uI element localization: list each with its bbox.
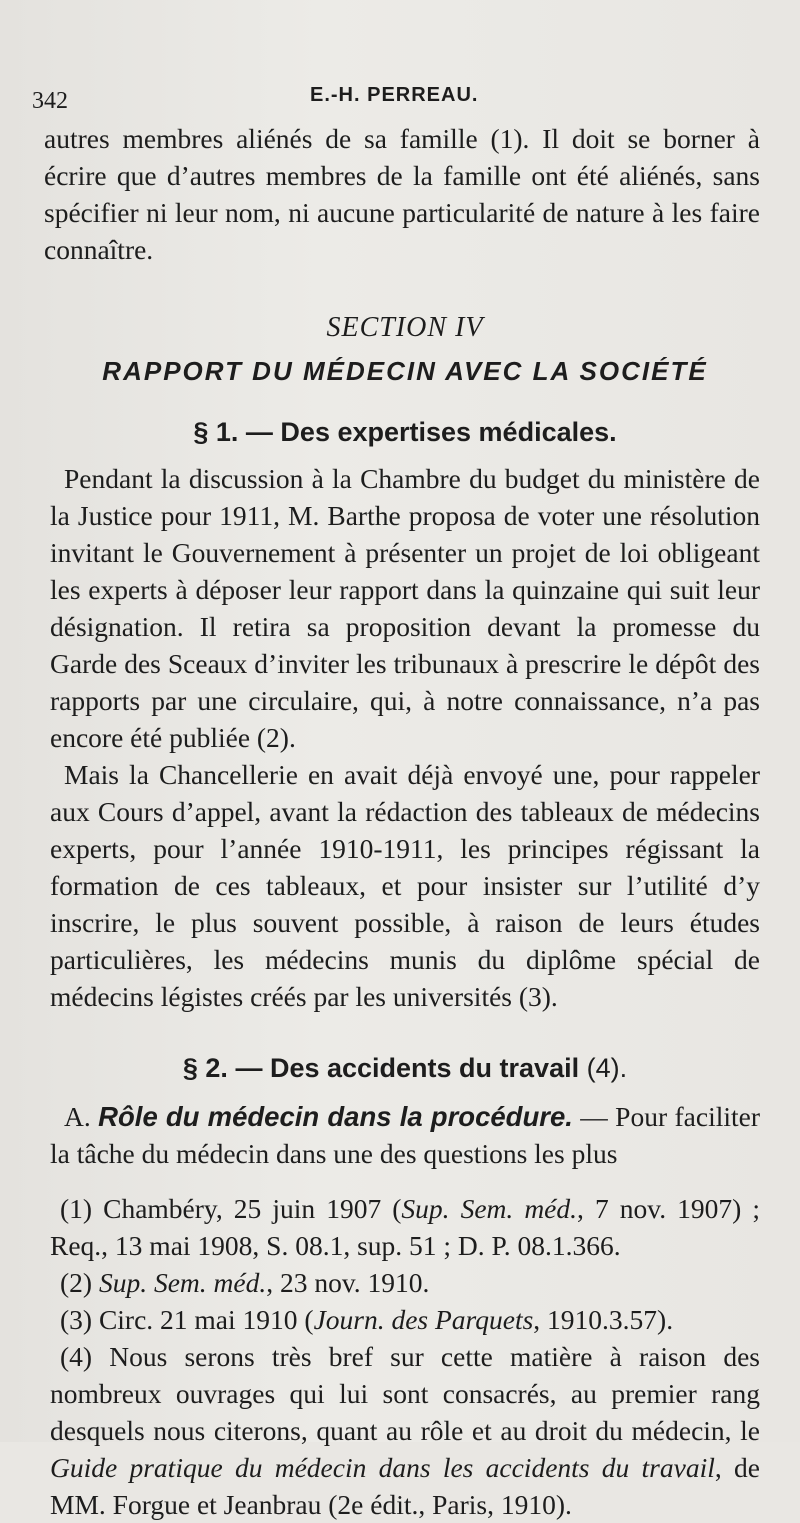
running-head — [32, 80, 760, 120]
footnote-4 — [50, 1338, 760, 1523]
footnote-2 — [50, 1264, 760, 1301]
footnote-citation: Journ. des Parquets — [313, 1304, 534, 1335]
body-paragraph — [50, 1098, 760, 1172]
subsection-heading-1 — [50, 417, 760, 448]
section-title: RAPPORT DU MÉDECIN AVEC LA SOCIÉTÉ — [102, 356, 708, 386]
footnote-text: , 23 nov. 1910. — [266, 1267, 430, 1298]
body-paragraph: Pendant la discussion à la Chambre du budget du ministère de la Justice pour 1911, M. Barthe proposa de voter une résolution invitant le Gouvernement à présenter un projet de loi obligeant les experts à déposer leur rapport dans la quinzaine qui suit leur désignation. Il retira sa proposition devant la promesse du Garde des Sceaux d’inviter les tribunaux à prescrire le dépôt des rapports par une circulaire, qui, à notre connaissance, n’a pas encore été publiée (2). — [50, 463, 760, 753]
subsection-title: — Des accidents du travail — [235, 1053, 580, 1083]
subsection-number: § 2. — [182, 1053, 228, 1083]
footnote-citation: Sup. Sem. méd. — [98, 1267, 267, 1298]
footnotes — [50, 1190, 760, 1523]
footnote-text: (3) Circ. 21 mai 1910 ( — [60, 1304, 314, 1335]
subsection-number: § 1. — [193, 417, 239, 447]
continued-paragraph: autres membres aliénés de sa famille (1). Il doit se borner à écrire que d’autres membres de la famille ont été aliénés, sans spécifier ni leur nom, ni aucune particularité de nature à les faire connaître. — [44, 123, 760, 265]
paragraph-text: — Pour faciliter la tâche du médecin dans une des questions les plus — [50, 1101, 761, 1169]
footnote-text: , 7 nov. 1907) ; Req., 13 mai 1908, S. 08.1, sup. 51 ; D. P. 08.1.366. — [50, 1193, 760, 1261]
footnote-text: , 1910.3.57). — [533, 1304, 674, 1335]
footnote-text: (1) Chambéry, 25 juin 1907 ( — [60, 1193, 402, 1224]
running-title: E.-H. PERREAU. — [310, 84, 479, 106]
subsection-heading-2 — [50, 1053, 760, 1084]
footnote-3 — [50, 1301, 760, 1338]
footnote-ref: (4). — [586, 1053, 628, 1083]
footnote-text: (4) Nous serons très bref sur cette matière à raison des nombreux ouvrages qui lui sont consacrés, au premier rang desquels nous citerons, quant au rôle et au droit du médecin, le — [50, 1341, 760, 1446]
paragraph-lead: Rôle du médecin dans la procédure. — [98, 1101, 573, 1132]
footnote-citation: Sup. Sem. méd. — [401, 1193, 578, 1224]
section-label: SECTION IV — [326, 312, 484, 343]
footnote-text: (2) — [60, 1267, 99, 1298]
subsection-title: — Des expertises médicales. — [245, 417, 617, 447]
footnote-text: , de MM. Forgue et Jeanbrau (2e édit., Paris, 1910). — [50, 1452, 760, 1520]
body-paragraph: Mais la Chancellerie en avait déjà envoyé une, pour rappeler aux Cours d’appel, avant la rédaction des tableaux de médecins experts, pour l’année 1910-1911, les principes régissant la formation de ces tableaux, et pour insister sur l’utilité d’y inscrire, le plus souvent possible, à raison de leurs études particulières, les médecins munis du diplôme spécial de médecins légistes créés par les universités (3). — [50, 759, 760, 1012]
footnote-1 — [50, 1190, 760, 1264]
page-number: 342 — [32, 88, 68, 114]
footnote-citation: Guide pratique du médecin dans les accidents du travail — [50, 1452, 715, 1483]
paragraph-letter: A. — [64, 1101, 91, 1132]
